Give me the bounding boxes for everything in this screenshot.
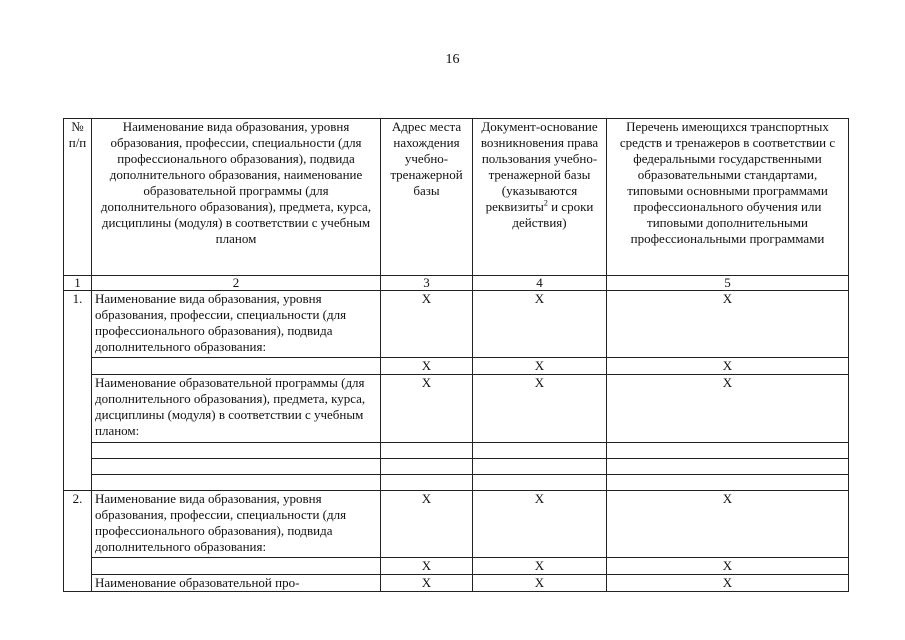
mark-cell: X	[381, 357, 473, 374]
table-header-row	[64, 119, 849, 276]
column-numbers-row	[64, 276, 849, 291]
mark-cell: X	[381, 491, 473, 558]
row-number: 2.	[64, 491, 92, 558]
mark-cell: X	[607, 357, 849, 374]
education-name-cell: Наименование вида образования, уровня образования, профессии, специальности (для профессионального образования), подвида дополнительного образования:	[92, 491, 381, 558]
mark-cell: X	[381, 557, 473, 574]
table-row	[64, 442, 849, 458]
mark-cell: X	[607, 574, 849, 591]
table-row	[64, 374, 849, 442]
mark-cell: X	[473, 491, 607, 558]
table-row	[64, 357, 849, 374]
mark-cell: X	[473, 574, 607, 591]
program-name-cell: Наименование образовательной про-	[92, 574, 381, 591]
header-document-text-end: и сроки действия)	[512, 199, 594, 230]
column-number: 2	[92, 276, 381, 291]
education-name-cell: Наименование вида образования, уровня образования, профессии, специальности (для профессионального образования), подвида дополнительного образования:	[92, 291, 381, 358]
page-number: 16	[445, 52, 460, 67]
mark-cell: X	[607, 557, 849, 574]
column-number: 4	[473, 276, 607, 291]
header-vehicles-list: Перечень имеющихся транспортных средств и тренажеров в соответствии с федеральными государственными образовательными стандартами, типовыми основными программами профессионального обучения или типовыми дополнительными профессиональными программами	[607, 119, 849, 276]
program-name-cell: Наименование образовательной программы (для дополнительного образования), предмета, курса, дисциплины (модуля) в соответствии с учебным планом:	[92, 374, 381, 442]
mark-cell: X	[473, 374, 607, 442]
mark-cell: X	[607, 374, 849, 442]
header-document-text: Документ-основание возникновения права пользования учебно-тренажерной базы (указываются реквизиты	[480, 119, 599, 214]
column-number: 5	[607, 276, 849, 291]
mark-cell: X	[473, 357, 607, 374]
column-number: 1	[64, 276, 92, 291]
table-row	[64, 458, 849, 474]
header-address: Адрес места нахождения учебно-тренажерной базы	[381, 119, 473, 276]
mark-cell: X	[473, 557, 607, 574]
mark-cell: X	[607, 291, 849, 358]
education-base-table	[63, 118, 849, 592]
header-document	[473, 119, 607, 276]
row-number: 1.	[64, 291, 92, 358]
header-num: № п/п	[64, 119, 92, 276]
column-number: 3	[381, 276, 473, 291]
table-row	[64, 491, 849, 558]
table-row	[64, 574, 849, 591]
header-education-name: Наименование вида образования, уровня образования, профессии, специальности (для профессионального образования), подвида дополнительного образования, наименование образовательной программы (для дополнительного образования), предмета, курса, дисциплины (модуля) в соответствии с учебным планом	[92, 119, 381, 276]
mark-cell: X	[607, 491, 849, 558]
mark-cell: X	[381, 574, 473, 591]
mark-cell: X	[381, 374, 473, 442]
table-row	[64, 474, 849, 491]
table-row	[64, 557, 849, 574]
mark-cell: X	[473, 291, 607, 358]
footnote-mark: 2	[543, 198, 548, 208]
table-row	[64, 291, 849, 358]
mark-cell: X	[381, 291, 473, 358]
